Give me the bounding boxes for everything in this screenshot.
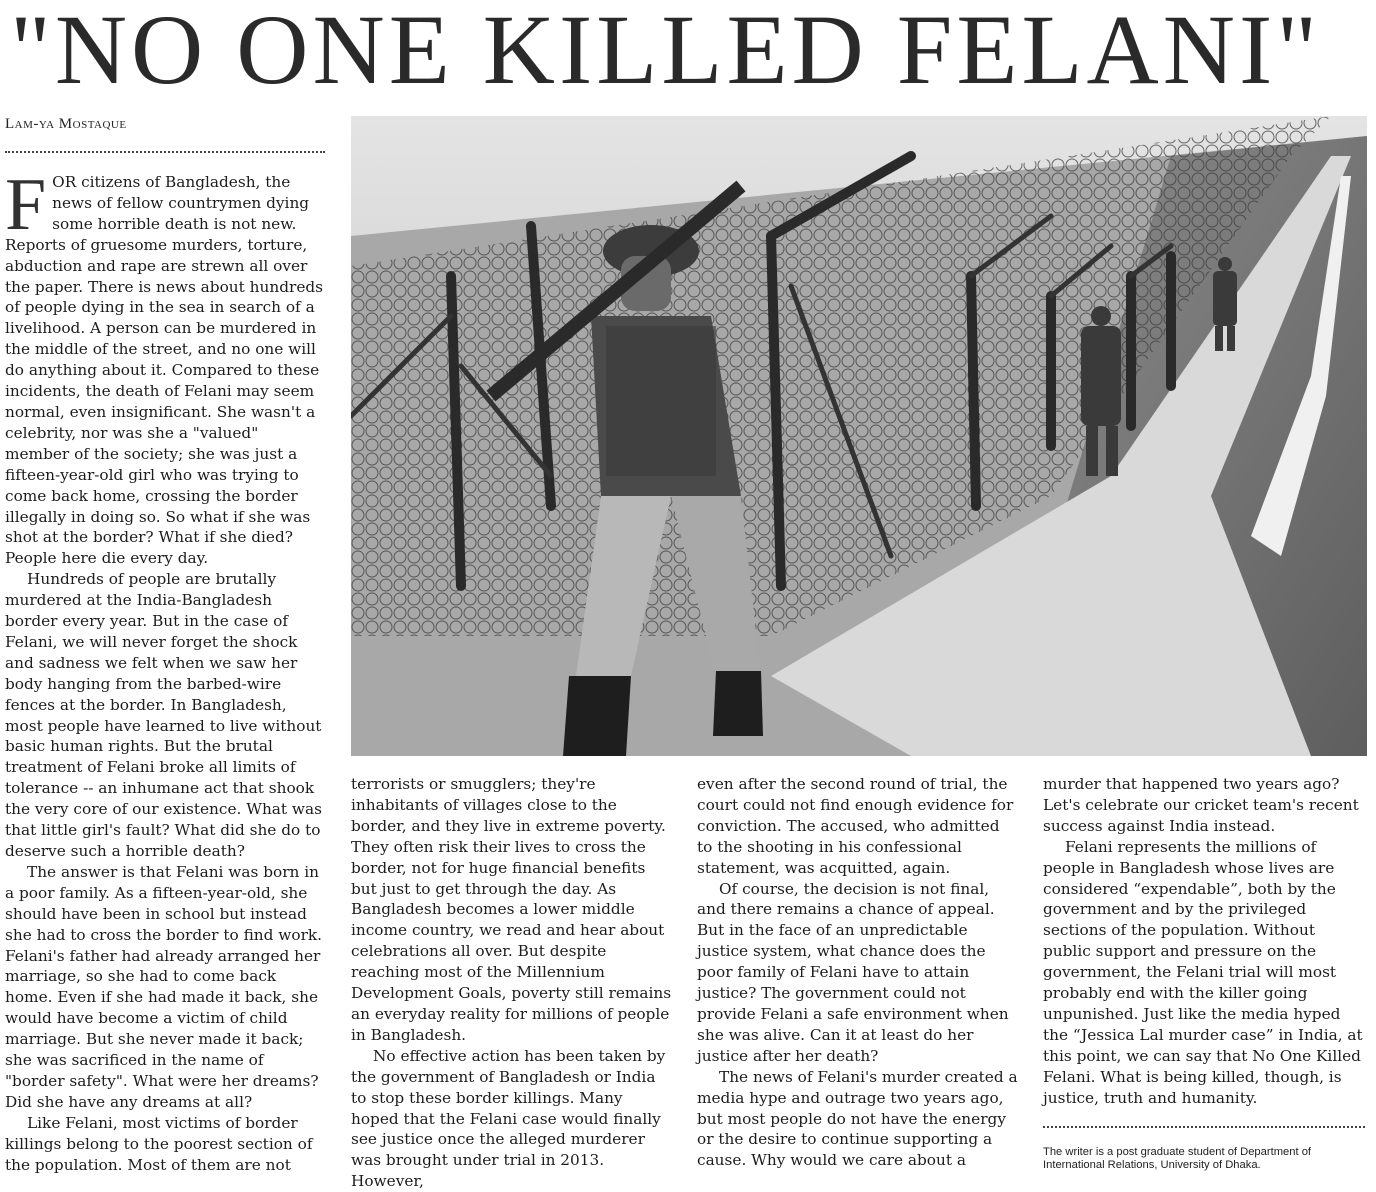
paragraph: Hundreds of people are brutally murdered at the India-Bangladesh border every year. But in the case of Felani, we will never forget the shock and sadness we felt when we saw her body hanging from the barbed-wire fences at the border. In Bangladesh, most people have learned to live without basic human rights. But the brutal treatment of Felani broke all limits of tolerance -- an inhumane act that shook the very core of our existence. What was that little girl's fault? What did she do to deserve such a horrible death?: [5, 570, 322, 860]
paragraph: even after the second round of trial, the court could not find enough evidence for conviction. The accused, who admitted to the shooting in his confessional statement, was acquitted, again.: [697, 775, 1014, 877]
footnote-divider: [1043, 1126, 1365, 1128]
article-column-1: [5, 164, 327, 1176]
article-column-4: [1043, 774, 1365, 1109]
paragraph: Felani represents the millions of people in Bangladesh whose lives are considered “expendable”, both by the government and by the privileged sections of the population. Without public support and pressure on the government, the Felani trial will most probably end with the killer going unpunished. Just like the media hyped the “Jessica Lal murder case” in India, at this point, we can say that No One Killed Felani. What is being killed, though, is justice, truth and humanity.: [1043, 837, 1363, 1107]
paragraph: No effective action has been taken by the government of Bangladesh or India to stop these border killings. Many hoped that the Felani case would finally see justice once the alleged murderer was brought under trial in 2013. However,: [351, 1046, 666, 1191]
paragraph: terrorists or smugglers; they're inhabitants of villages close to the border, and they live in extreme poverty. They often risk their lives to cross the border, not for huge financial benefits but just to get through the day. As Bangladesh becomes a lower middle income country, we read and hear about celebrations all over. But despite reaching most of the Millennium Development Goals, poverty still remains an everyday reality for millions of people in Bangladesh.: [351, 775, 672, 1044]
dropcap: F: [5, 164, 47, 246]
paragraph: murder that happened two years ago? Let's celebrate our cricket team's recent success against India instead.: [1043, 775, 1359, 835]
byline: Lam-ya Mostaque: [5, 116, 127, 132]
paragraph: The answer is that Felani was born in a poor family. As a fifteen-year-old, she should have been in school but instead she had to cross the border to find work. Felani's father had already arranged her marriage, so she had to come back home. Even if she had made it back, she would have become a victim of child marriage. But she never made it back; she was sacrificed in the name of "border safety". What were her dreams? Did she have any dreams at all?: [5, 862, 323, 1111]
paragraph: Of course, the decision is not final, and there remains a chance of appeal. But in the face of an unpredictable justice system, what chance does the poor family of Felani have to attain justice? The government could not provide Felani a safe environment when she was alive. Can it at least do her justice after her death?: [697, 879, 1009, 1065]
paragraph: The news of Felani's murder created a media hype and outrage two years ago, but most people do not have the energy or the desire to continue supporting a cause. Why would we care about a: [697, 1067, 1018, 1170]
author-footnote: The writer is a post graduate student of Department of International Relations, University of Dhaka.: [1043, 1146, 1312, 1171]
border-guard-photo: [351, 116, 1367, 756]
headline: "NO ONE KILLED FELANI": [10, 0, 1322, 105]
paragraph: Like Felani, most victims of border killings belong to the poorest section of the population. Most of them are not: [5, 1113, 313, 1174]
paragraph: FOR citizens of Bangladesh, the news of fellow countrymen dying some horrible death is not new. Reports of gruesome murders, torture, abduction and rape are strewn all over the paper. There is news about hundreds of people dying in the sea in search of a livelihood. A person can be murdered in the middle of the street, and no one will do anything about it. Compared to these incidents, the death of Felani may seem normal, even insignificant. She wasn't a celebrity, nor was she a "valued" member of the society; she was just a fifteen-year-old girl who was trying to come back home, crossing the border illegally in doing so. So what if she was shot at the border? What if she died? People here die every day.: [5, 164, 324, 568]
article-column-3: [697, 774, 1019, 1171]
byline-divider: [5, 151, 325, 153]
photo-illustration: [351, 116, 1367, 756]
article-column-2: [351, 774, 673, 1192]
